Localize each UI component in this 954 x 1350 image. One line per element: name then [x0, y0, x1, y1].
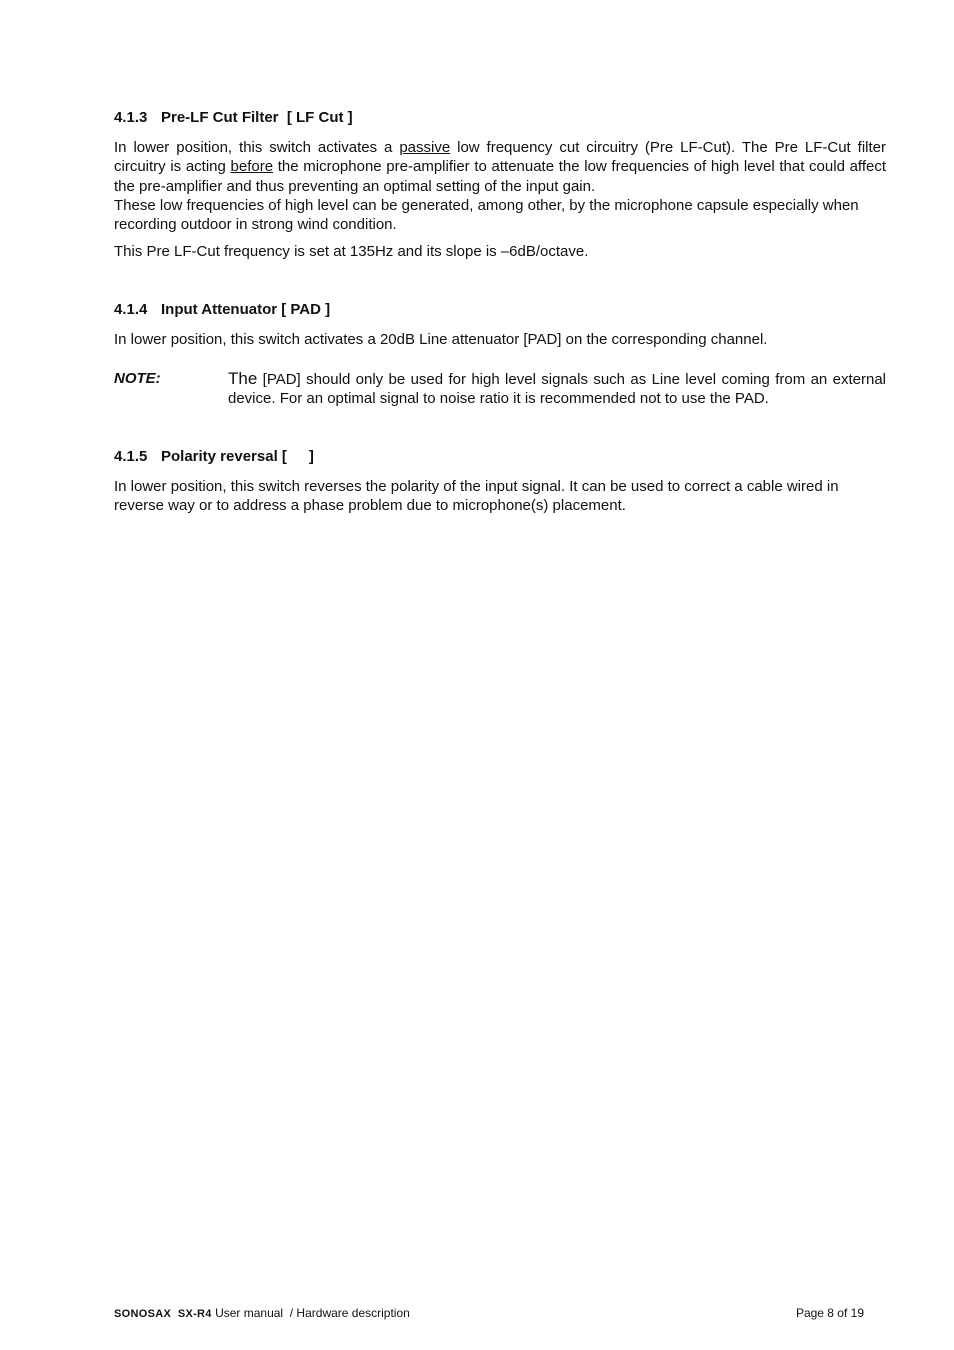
spacer	[114, 349, 886, 369]
section-title: Pre-LF Cut Filter [ LF Cut ]	[161, 109, 353, 126]
section-heading-lf-cut	[114, 108, 886, 128]
footer-doc-title: User manual / Hardware description	[211, 1306, 410, 1320]
document-body	[114, 108, 886, 515]
paragraph-pad-description: In lower position, this switch activates a 20dB Line attenuator [PAD] on the corresponding channel.	[114, 330, 768, 348]
paragraph-lf-cut-description	[114, 138, 886, 196]
note-body-text: [PAD] should only be used for high level signals such as Line level coming from an external device. For an optimal signal to noise ratio it is recommended not to use the PAD.	[228, 371, 886, 408]
text-run: low frequency cut circuitry (Pre LF-Cut). The Pre LF-Cut filter circuitry is acting	[114, 139, 886, 176]
section-number: 4.1.3	[114, 109, 148, 126]
section-title: Polarity reversal [	[161, 447, 287, 465]
section-heading-pad	[114, 300, 886, 320]
footer-page-number: Page 8 of 19	[795, 1306, 864, 1320]
spacer	[114, 262, 886, 300]
paragraph-polarity-description: In lower position, this switch reverses the polarity of the input signal. It can be used to correct a cable wired in reverse way or to address a phase problem due to microphone(s) placement.	[114, 477, 839, 514]
note-block	[114, 369, 886, 409]
text-run: In lower position, this switch activates a	[114, 139, 400, 156]
section-title-end: ]	[308, 447, 314, 465]
section-number: 4.1.4	[114, 300, 148, 318]
spacer	[114, 409, 886, 447]
note-lead-word: The	[228, 369, 258, 389]
text-run: the microphone pre-amplifier to attenuate the low frequencies of high level that could affect the pre-amplifier and thus preventing an optimal setting of the input gain.	[114, 158, 886, 195]
paragraph-lf-cut-wind: These low frequencies of high level can be generated, among other, by the microphone capsule especially when recording outdoor in strong wind condition.	[114, 196, 859, 234]
underlined-word-before: before	[230, 158, 274, 176]
section-number: 4.1.5	[114, 447, 148, 465]
footer-document-title	[114, 1305, 410, 1322]
underlined-word-passive: passive	[399, 139, 451, 156]
section-heading-polarity	[114, 447, 886, 467]
note-label: NOTE:	[114, 370, 161, 388]
section-title: Input Attenuator [ PAD ]	[161, 300, 331, 318]
footer-brand: SONOSAX SX-R4	[114, 1308, 212, 1320]
note-text	[228, 369, 886, 409]
paragraph-lf-cut-frequency: This Pre LF-Cut frequency is set at 135Hz and its slope is –6dB/octave.	[114, 243, 589, 261]
